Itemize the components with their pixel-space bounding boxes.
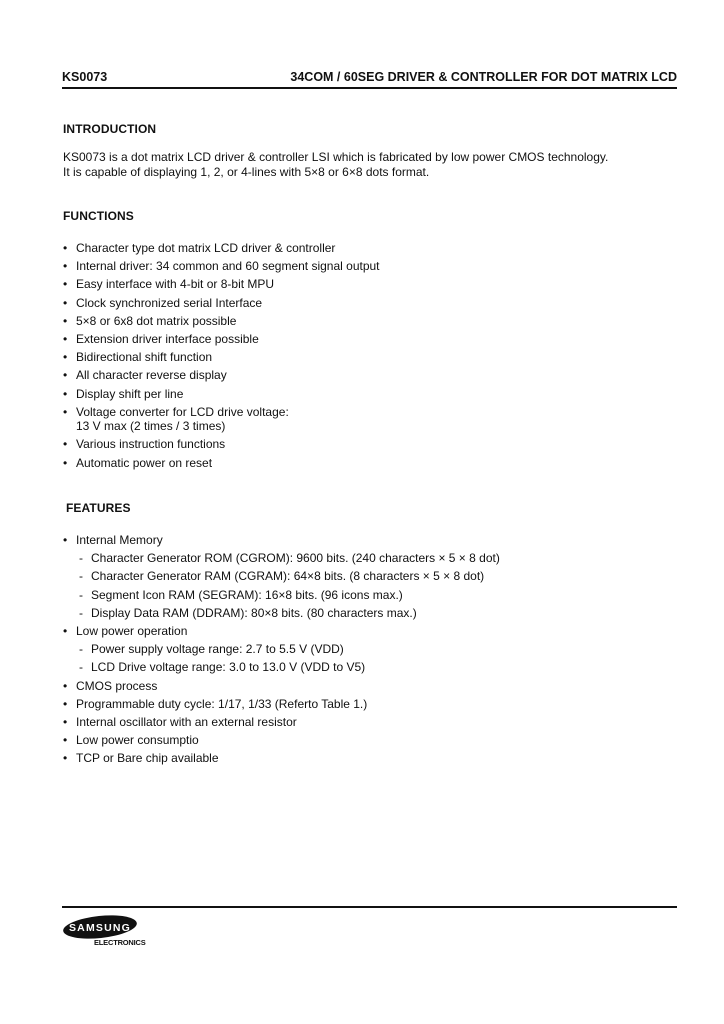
internal-memory-sublist <box>76 551 663 620</box>
features-heading: FEATURES <box>66 501 131 515</box>
bullet: • <box>63 751 68 766</box>
bullet: • <box>63 678 68 693</box>
logo-subtext: ELECTRONICS <box>94 938 146 947</box>
functions-heading: FUNCTIONS <box>63 209 134 223</box>
list-item <box>63 368 663 383</box>
list-item <box>63 624 663 675</box>
dash: - <box>79 569 83 584</box>
sub-list-item <box>76 551 663 566</box>
low-power-sublist <box>76 642 663 675</box>
list-item <box>63 733 663 748</box>
bullet: • <box>63 331 68 346</box>
list-item <box>63 241 663 256</box>
list-item <box>63 314 663 329</box>
dash: - <box>79 605 83 620</box>
sub-list-item <box>76 642 663 657</box>
list-item <box>63 350 663 365</box>
sub-list-item-text: LCD Drive voltage range: 3.0 to 13.0 V (VDD to V5) <box>91 660 366 675</box>
list-item <box>63 259 663 274</box>
bullet: • <box>63 623 68 638</box>
dash: - <box>79 642 83 657</box>
list-item <box>63 437 663 452</box>
list-item <box>63 296 663 311</box>
list-item-text: Internal driver: 34 common and 60 segment signal output <box>76 259 380 274</box>
introduction-line: KS0073 is a dot matrix LCD driver & controller LSI which is fabricated by low power CMOS technology. <box>63 150 609 164</box>
list-item-text: Clock synchronized serial Interface <box>76 295 263 310</box>
sub-list-item <box>76 660 663 675</box>
sub-list-item-text: Character Generator RAM (CGRAM): 64×8 bits. (8 characters × 5 × 8 dot) <box>91 569 485 584</box>
bullet: • <box>63 277 68 292</box>
sub-list-item-text: Display Data RAM (DDRAM): 80×8 bits. (80 characters max.) <box>91 605 417 620</box>
list-item <box>63 456 663 471</box>
bullet: • <box>63 437 68 452</box>
bullet: • <box>63 696 68 711</box>
list-item <box>63 751 663 766</box>
list-item-text: Voltage converter for LCD drive voltage: <box>76 404 289 419</box>
list-item-text: Various instruction functions <box>76 437 226 452</box>
bullet: • <box>63 533 68 547</box>
dash: - <box>79 551 83 566</box>
footer-rule <box>62 906 677 908</box>
bullet: • <box>63 259 68 274</box>
document-title: 34COM / 60SEG DRIVER & CONTROLLER FOR DOT MATRIX LCD <box>290 70 677 84</box>
sub-list-item-text: Power supply voltage range: 2.7 to 5.5 V (VDD) <box>91 642 344 657</box>
introduction-line: It is capable of displaying 1, 2, or 4-lines with 5×8 or 6×8 dots format. <box>63 165 430 179</box>
list-item-text: Internal oscillator with an external resistor <box>76 714 297 729</box>
bullet: • <box>63 241 68 255</box>
bullet: • <box>63 295 68 310</box>
list-item <box>63 697 663 712</box>
list-item-text: Internal Memory <box>76 533 163 547</box>
list-item-text: Extension driver interface possible <box>76 331 259 346</box>
dash: - <box>79 660 83 675</box>
introduction-paragraph <box>63 150 673 180</box>
list-item-text: CMOS process <box>76 678 158 693</box>
list-item-text: Automatic power on reset <box>76 455 213 470</box>
functions-list <box>63 241 663 474</box>
bullet: • <box>63 404 68 419</box>
list-item-text: TCP or Bare chip available <box>76 751 219 766</box>
sub-list-item-text: Segment Icon RAM (SEGRAM): 16×8 bits. (96 icons max.) <box>91 587 403 602</box>
bullet: • <box>63 368 68 383</box>
list-item-text: Bidirectional shift function <box>76 350 213 365</box>
list-item-text: Low power consumptio <box>76 733 199 748</box>
sub-list-item-text: Character Generator ROM (CGROM): 9600 bits. (240 characters × 5 × 8 dot) <box>91 551 500 566</box>
list-item-text: Programmable duty cycle: 1/17, 1/33 (Referto Table 1.) <box>76 696 368 711</box>
list-item-text: Character type dot matrix LCD driver & controller <box>76 241 336 255</box>
list-item <box>63 533 663 620</box>
list-item <box>63 332 663 347</box>
logo-text: SAMSUNG <box>68 922 132 934</box>
list-item <box>63 387 663 402</box>
bullet: • <box>63 714 68 729</box>
list-item <box>63 679 663 694</box>
introduction-heading: INTRODUCTION <box>63 122 157 136</box>
list-item <box>63 715 663 730</box>
sub-list-item <box>76 569 663 584</box>
dash: - <box>79 587 83 602</box>
list-item <box>63 277 663 292</box>
list-item-text: Display shift per line <box>76 386 184 401</box>
sub-list-item <box>76 606 663 621</box>
list-item <box>63 405 663 434</box>
bullet: • <box>63 733 68 748</box>
samsung-logo <box>62 914 172 954</box>
part-number: KS0073 <box>62 70 108 84</box>
bullet: • <box>63 313 68 328</box>
list-item-text: 5×8 or 6x8 dot matrix possible <box>76 313 237 328</box>
features-list <box>63 533 663 769</box>
bullet: • <box>63 386 68 401</box>
sub-list-item <box>76 588 663 603</box>
list-item-text: Low power operation <box>76 623 188 638</box>
list-item-detail: 13 V max (2 times / 3 times) <box>76 419 226 434</box>
list-item-text: Easy interface with 4-bit or 8-bit MPU <box>76 277 275 292</box>
bullet: • <box>63 350 68 365</box>
bullet: • <box>63 455 68 470</box>
list-item-text: All character reverse display <box>76 368 227 383</box>
page-header <box>62 70 677 89</box>
